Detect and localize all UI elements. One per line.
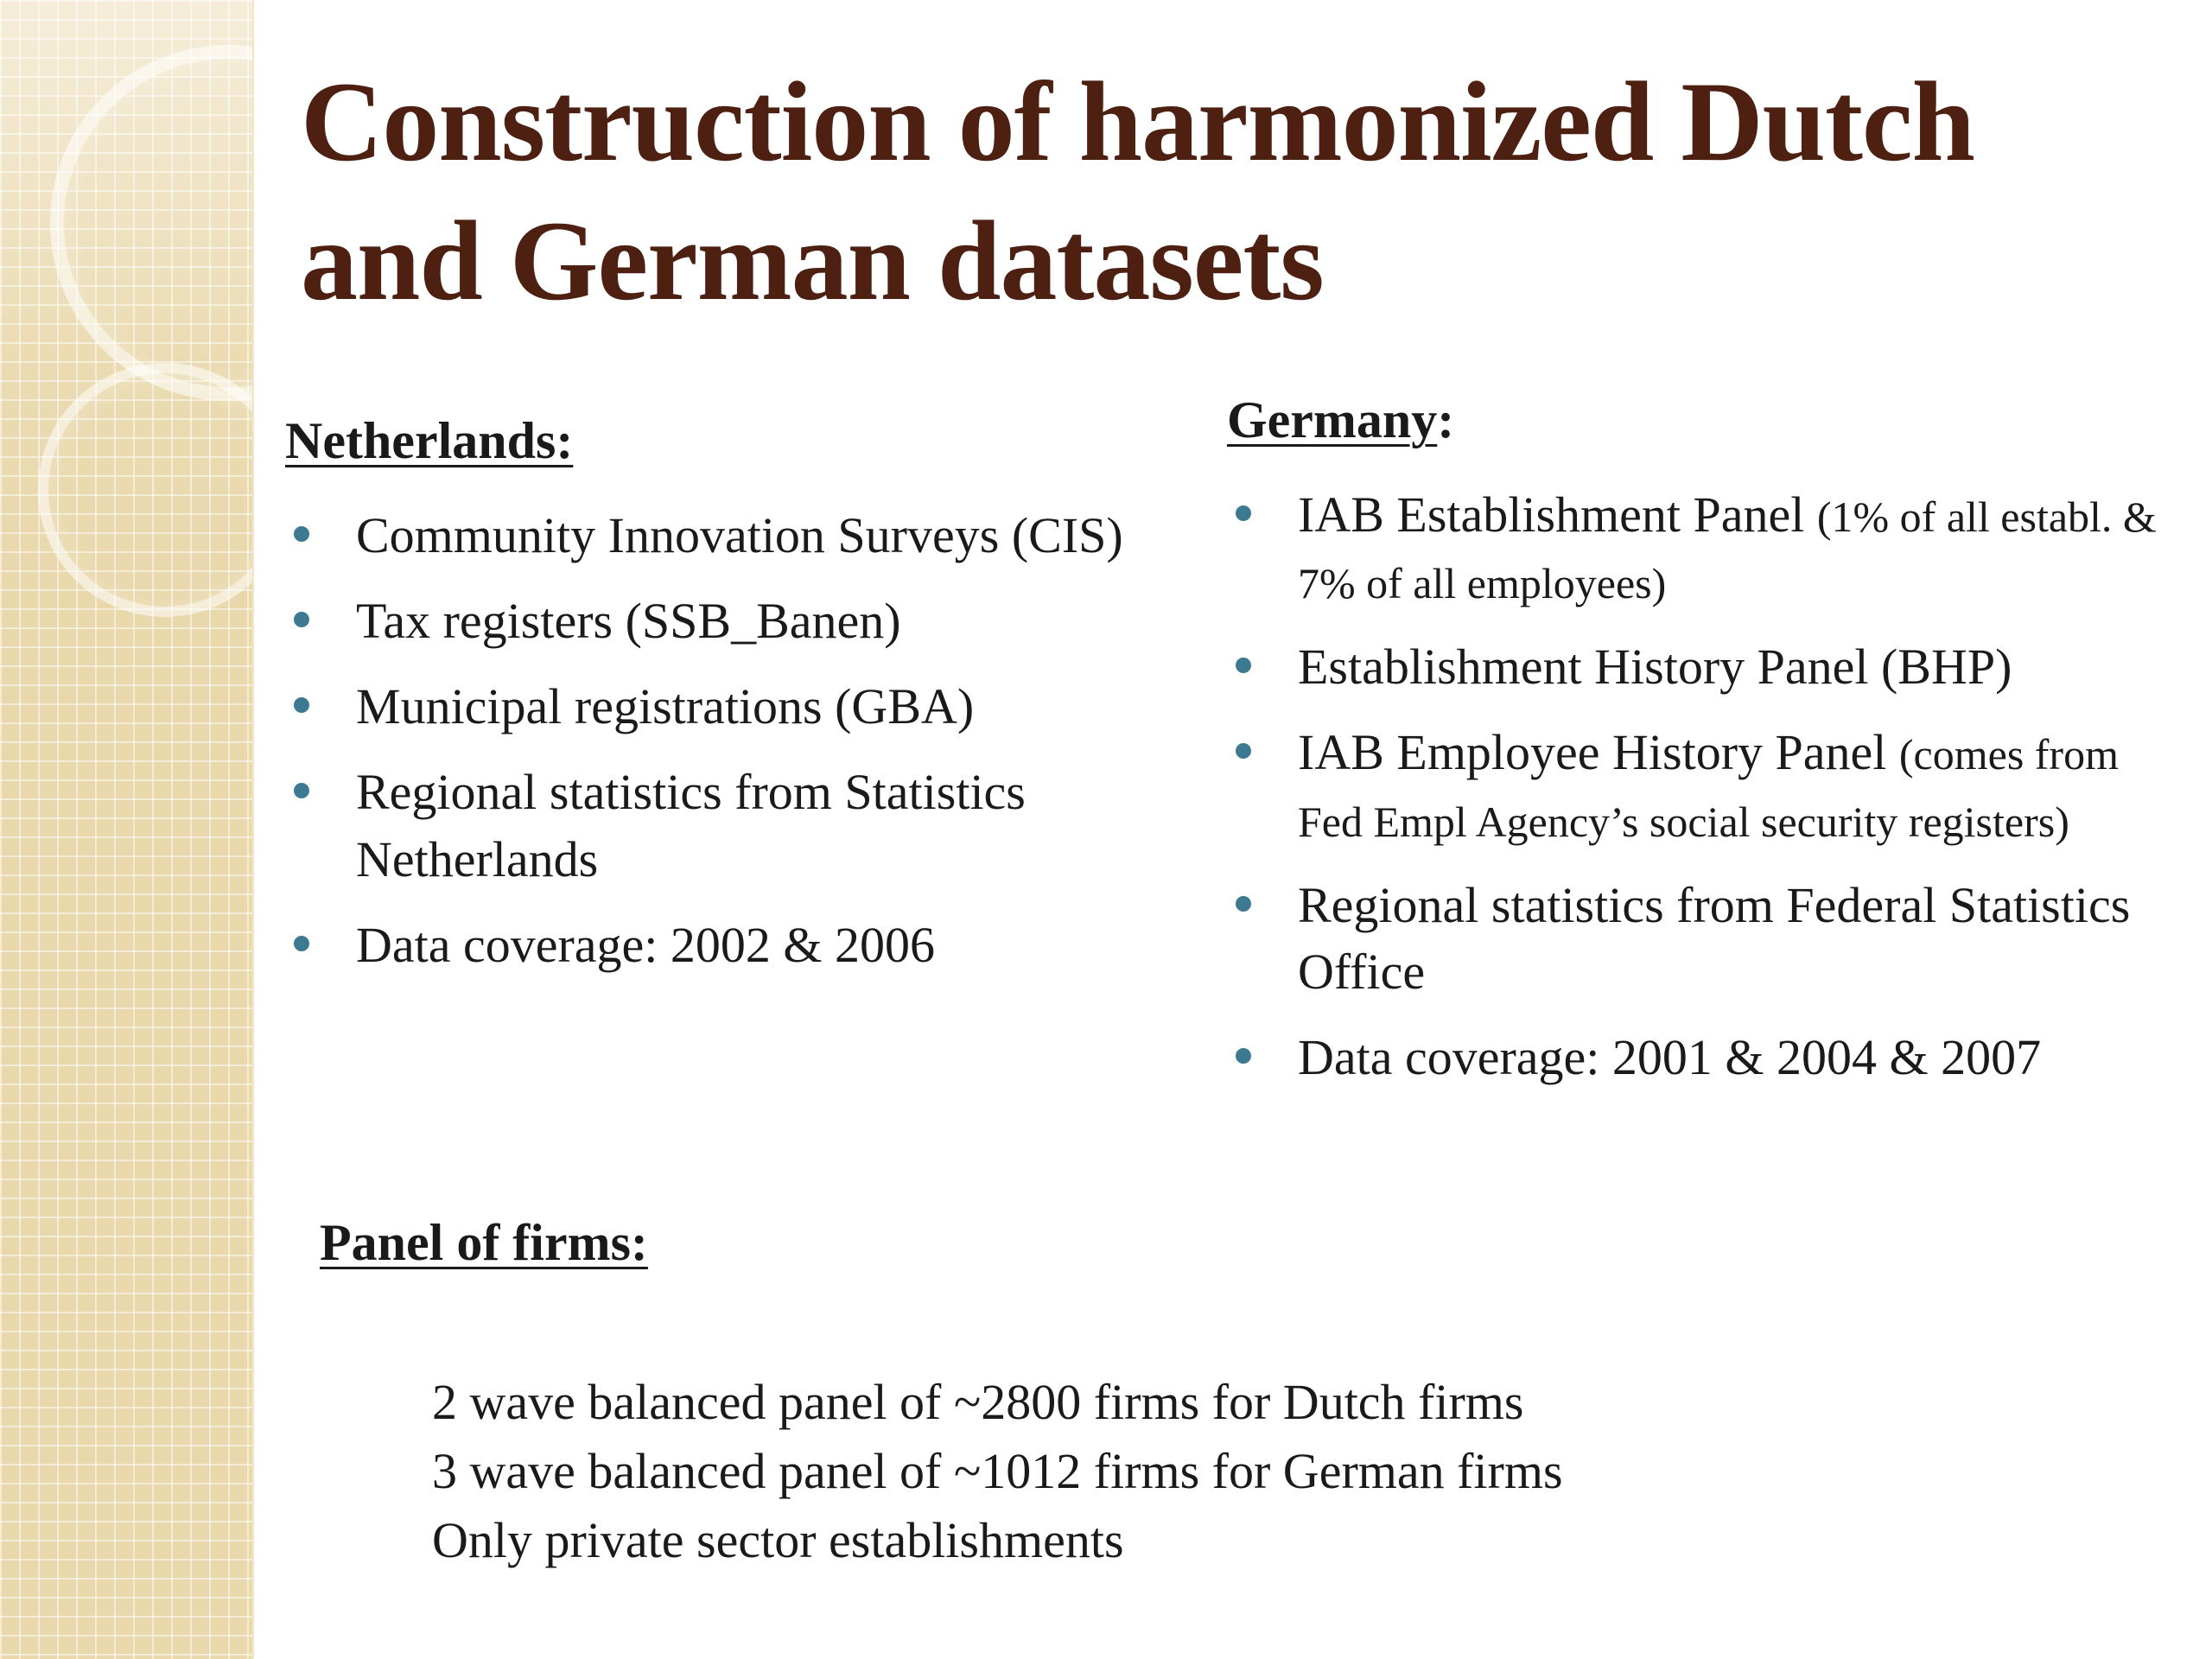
bullet-icon: [1236, 896, 1251, 912]
bullet-icon: [1236, 1048, 1251, 1064]
two-column-body: [285, 391, 2169, 1109]
item-text: Establishment History Panel (BHP): [1298, 639, 2012, 696]
panel-heading: Panel of firms:: [320, 1214, 648, 1272]
decorative-sidebar: [0, 0, 254, 1659]
item-text: IAB Establishment Panel: [1298, 486, 1817, 543]
item-note: (comes from Fed Empl Agency’s social security registers): [1298, 730, 2119, 846]
panel-line: 2 wave balanced panel of ~2800 firms for Dutch firms: [432, 1374, 1524, 1431]
slide-title: Construction of harmonized Dutch and German datasets: [301, 58, 1974, 325]
list-item: [285, 502, 1149, 569]
list-item: [285, 912, 1149, 978]
bullet-icon: [294, 612, 309, 627]
panel-lines: [432, 1368, 2169, 1575]
panel-of-firms-section: [320, 1213, 2169, 1575]
bullet-icon: [294, 783, 309, 798]
bullet-icon: [1236, 505, 1251, 521]
item-text: IAB Employee History Panel: [1298, 724, 1899, 781]
bullet-icon: [294, 936, 309, 951]
list-item: [1227, 719, 2169, 852]
list-item: [1227, 1024, 2169, 1090]
list-item: [285, 588, 1149, 654]
bullet-icon: [294, 526, 309, 542]
bullet-icon: [1236, 658, 1251, 673]
item-text: Regional statistics from Federal Statistics Office: [1298, 876, 2131, 1000]
list-item: [1227, 872, 2169, 1005]
list-item: [1227, 481, 2169, 614]
item-text: Data coverage: 2001 & 2004 & 2007: [1298, 1028, 2042, 1085]
germany-heading: [1227, 391, 2169, 450]
list-item: [285, 759, 1149, 892]
bullet-icon: [294, 697, 309, 713]
netherlands-list: [285, 502, 1149, 978]
item-text: Tax registers (SSB_Banen): [356, 593, 901, 650]
item-note: (1% of all establ. & 7% of all employees): [1298, 493, 2157, 608]
slide-content: [285, 52, 2169, 1575]
circle-decoration-top: [50, 45, 254, 401]
panel-line: Only private sector establishments: [432, 1512, 1124, 1569]
item-text: Community Innovation Surveys (CIS): [356, 507, 1123, 564]
germany-list: [1227, 481, 2169, 1090]
list-item: [285, 673, 1149, 740]
netherlands-heading: Netherlands:: [285, 412, 574, 470]
item-text: Regional statistics from Statistics Netherlands: [356, 764, 1026, 887]
germany-heading-text: Germany: [1227, 391, 1438, 449]
germany-column: [1227, 391, 2169, 1109]
circle-decoration-bottom: [38, 363, 254, 617]
item-text: Data coverage: 2002 & 2006: [356, 916, 936, 973]
bullet-icon: [1236, 743, 1251, 759]
panel-line: 3 wave balanced panel of ~1012 firms for German firms: [432, 1443, 1563, 1500]
netherlands-column: [285, 391, 1149, 997]
germany-heading-colon: :: [1437, 391, 1455, 449]
item-text: Municipal registrations (GBA): [356, 678, 975, 735]
list-item: [1227, 633, 2169, 700]
